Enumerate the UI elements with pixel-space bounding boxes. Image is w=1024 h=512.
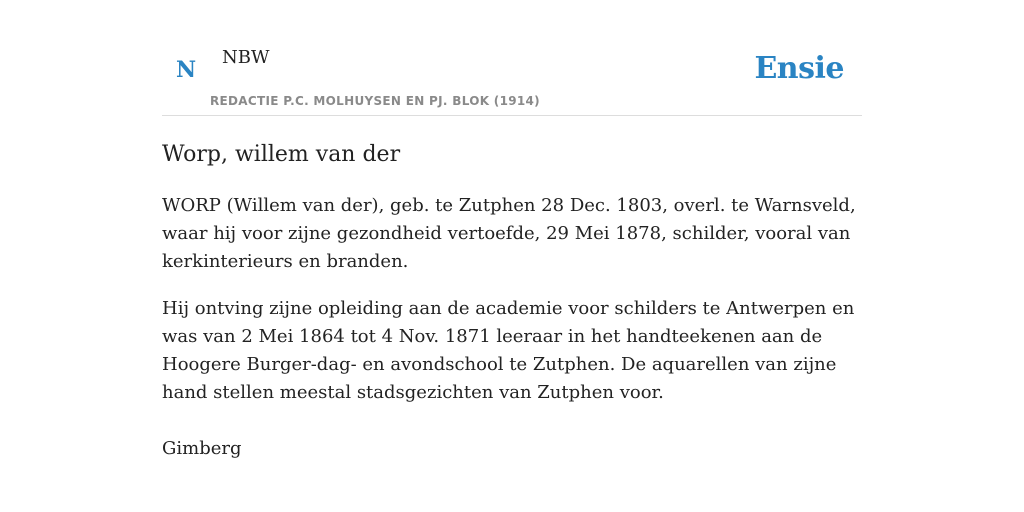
entry-author: Gimberg xyxy=(162,438,242,459)
entry-title: Worp, willem van der xyxy=(162,142,401,167)
entry-paragraph: WORP (Willem van der), geb. te Zutphen 28 Dec. 1803, overl. te Warnsveld, waar hij voor zijne gezondheid vertoefde, 29 Mei 1878, schilder, vooral van kerkinterieurs en branden. xyxy=(162,195,856,272)
source-name[interactable]: NBW xyxy=(222,47,270,68)
page-header xyxy=(162,0,862,116)
source-logo[interactable]: N xyxy=(176,57,197,83)
ensie-brand-link[interactable]: Ensie xyxy=(754,51,844,86)
source-editors: REDACTIE P.C. MOLHUYSEN EN PJ. BLOK (1914) xyxy=(210,94,540,108)
entry-body xyxy=(162,192,862,426)
entry-paragraph: Hij ontving zijne opleiding aan de academie voor schilders te Antwerpen en was van 2 Mei 1864 tot 4 Nov. 1871 leeraar in het handteekenen aan de Hoogere Burger-dag- en avondschool te Zutphen. De aquarellen van zijne hand stellen meestal stadsgezichten van Zutphen voor. xyxy=(162,298,855,403)
page-container xyxy=(162,0,862,512)
